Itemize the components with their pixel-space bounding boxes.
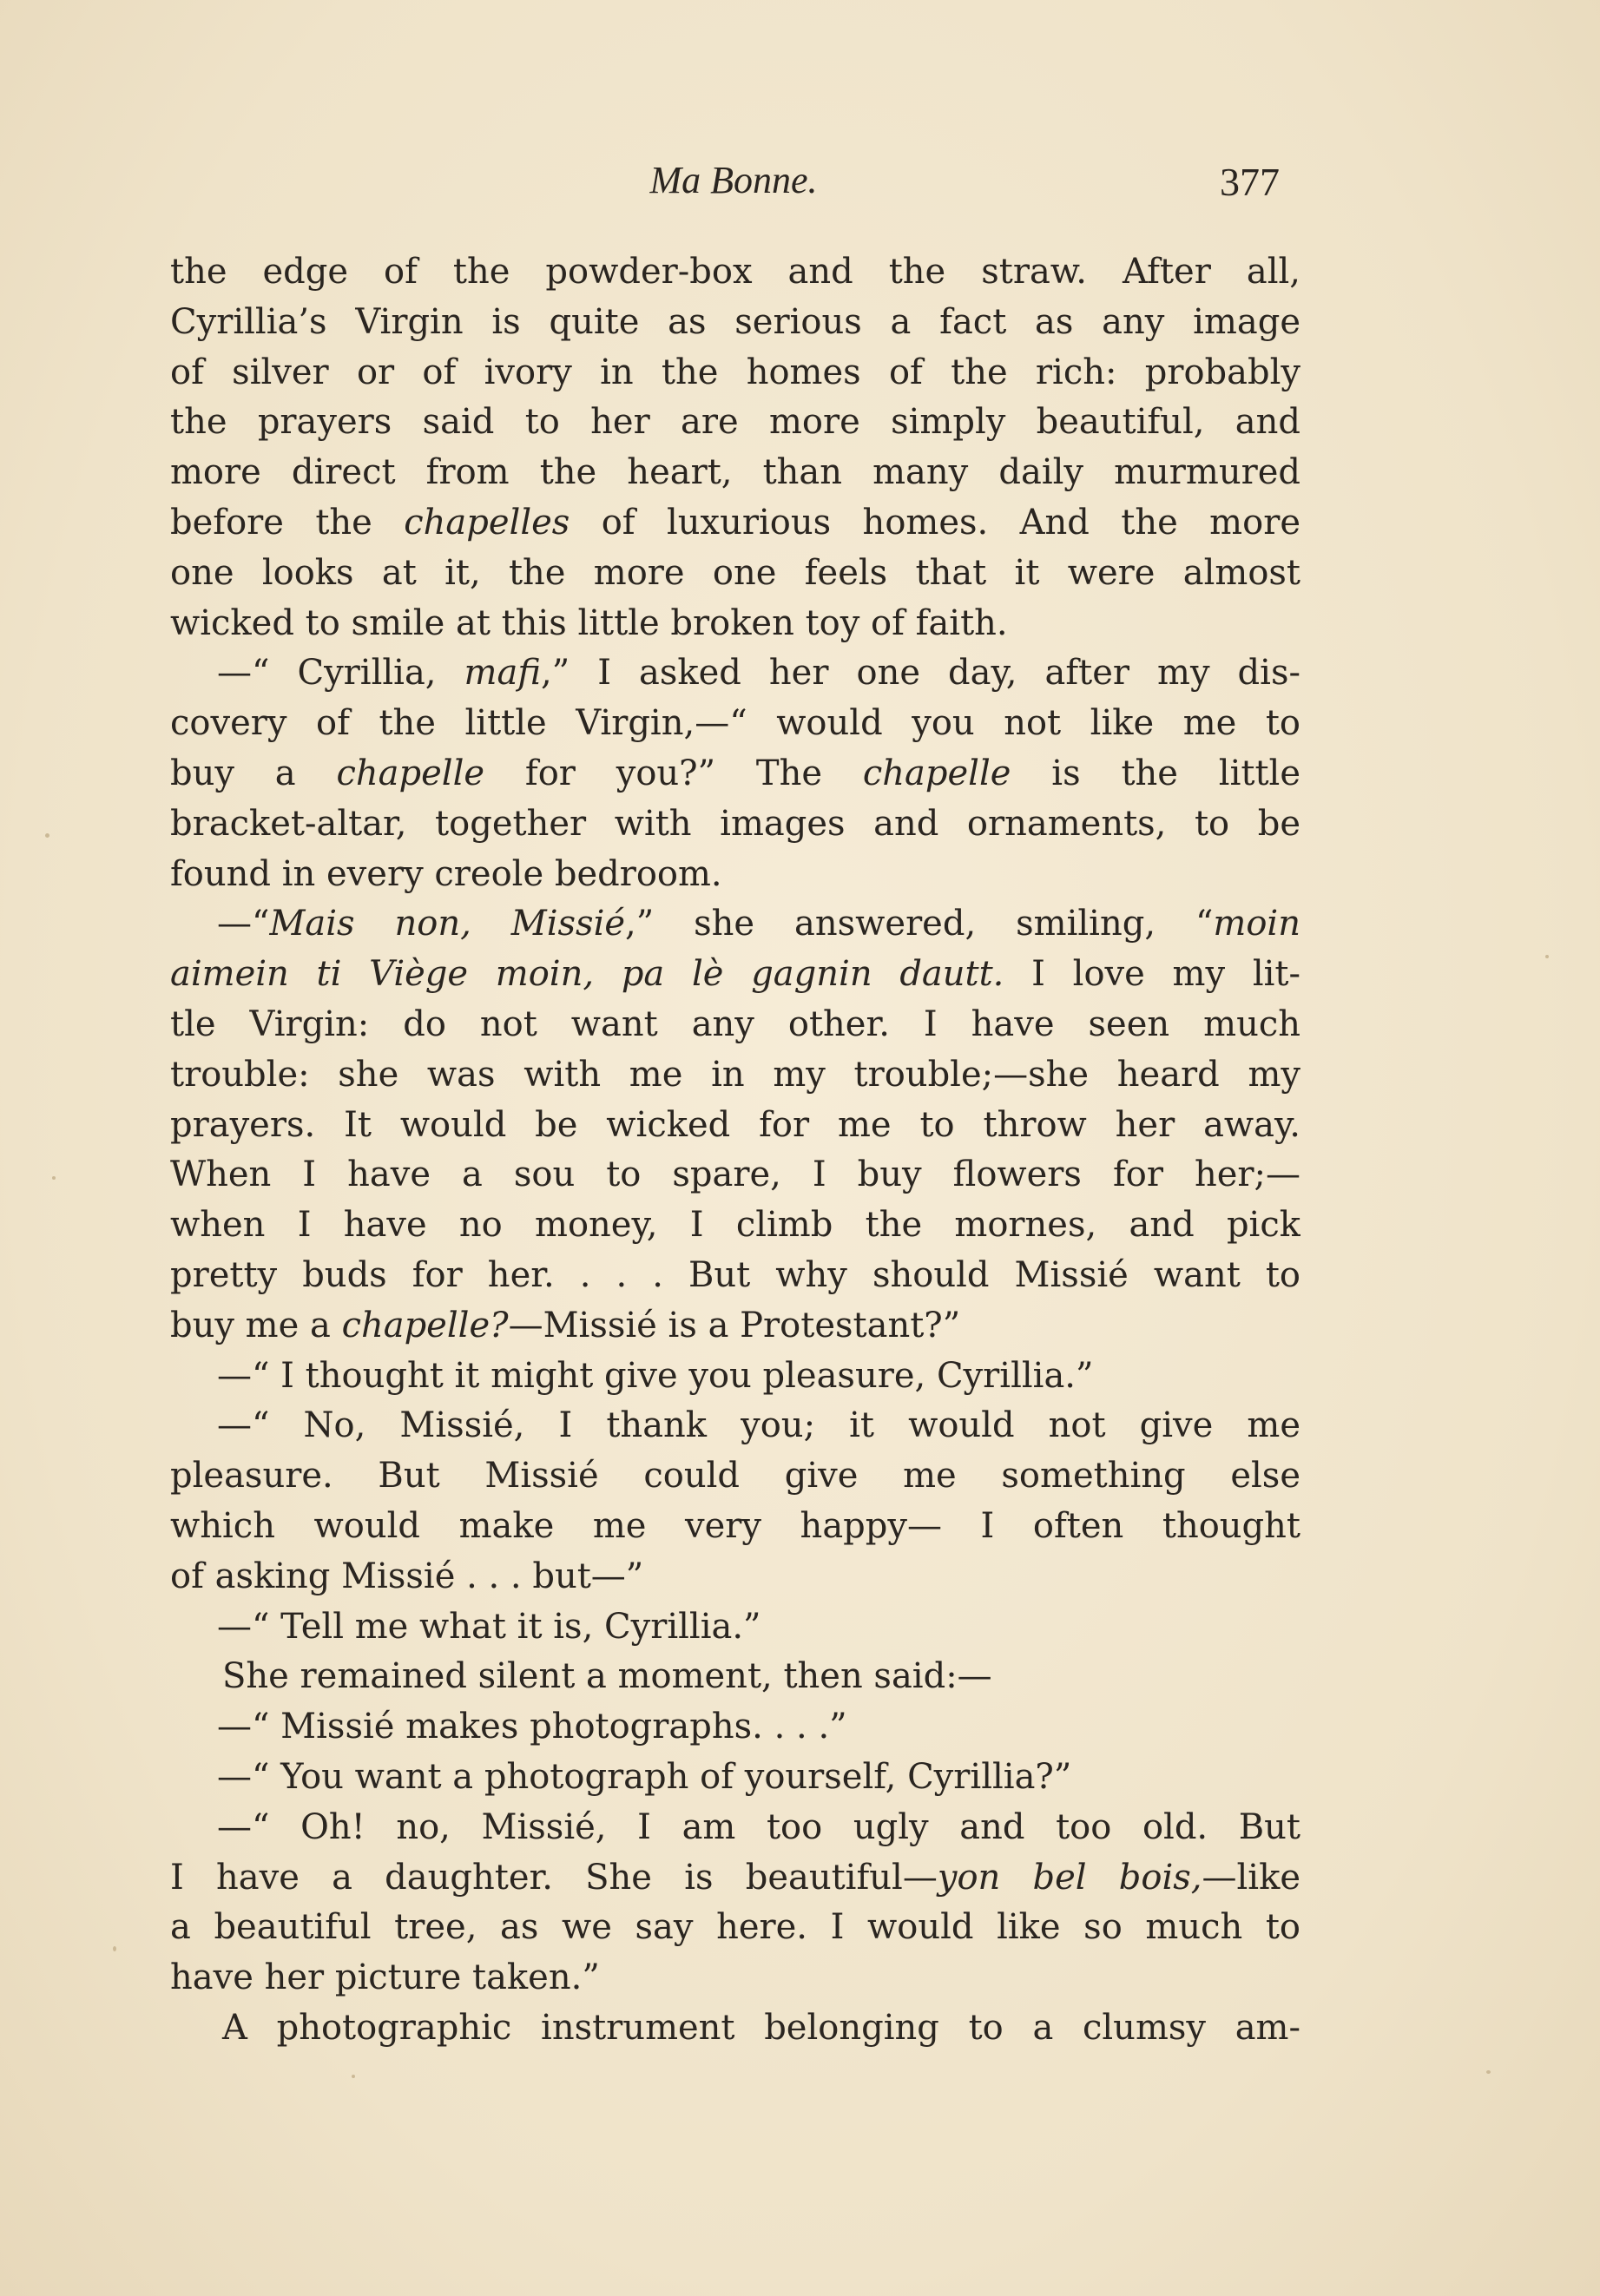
text-line: found in every creole bedroom. <box>170 853 722 894</box>
text-line: have her picture taken.” <box>170 1957 600 1998</box>
text-line: of silver or of ivory in the homes of the rich: probably <box>170 352 1300 392</box>
text-line: when I have no money, I climb the mornes, and pick <box>170 1205 1300 1246</box>
paper-speck <box>45 833 49 838</box>
text-line: —“Mais non, Missié,” she answered, smiling, “moin <box>217 904 1300 944</box>
text-line: She remained silent a moment, then said:— <box>222 1656 992 1697</box>
text-line: —“ You want a photograph of yourself, Cyrillia?” <box>217 1756 1072 1797</box>
text-line: —“ Tell me what it is, Cyrillia.” <box>217 1606 761 1647</box>
running-title: Ma Bonne. <box>649 159 818 201</box>
text-line: bracket-altar, together with images and ornaments, to be <box>170 803 1300 844</box>
text-line: When I have a sou to spare, I buy flowers for her;— <box>170 1155 1300 1195</box>
paper-speck <box>1486 2070 1491 2074</box>
paper-speck <box>1545 955 1549 958</box>
text-line: more direct from the heart, than many daily murmured <box>170 452 1300 493</box>
paper-speck <box>352 2075 355 2078</box>
text-line: before the chapelles of luxurious homes. And the more <box>170 502 1300 543</box>
body-text <box>170 247 1300 2054</box>
text-line: buy a chapelle for you?” The chapelle is the little <box>170 753 1300 793</box>
text-line: —“ Missié makes photographs. . . .” <box>217 1707 847 1747</box>
text-line: which would make me very happy— I often thought <box>170 1505 1300 1546</box>
text-line: buy me a chapelle?—Missié is a Protestant?” <box>170 1305 961 1345</box>
text-line: one looks at it, the more one feels that it were almost <box>170 552 1300 593</box>
text-line: —“ Cyrillia, mafi,” I asked her one day, after my dis- <box>217 653 1300 694</box>
text-line: a beautiful tree, as we say here. I would like so much to <box>170 1907 1300 1948</box>
running-head <box>0 156 1600 226</box>
text-line: the edge of the powder-box and the straw. After all, <box>170 252 1300 292</box>
text-line: wicked to smile at this little broken toy of faith. <box>170 602 1008 643</box>
text-line: trouble: she was with me in my trouble;—she heard my <box>170 1054 1300 1095</box>
text-line: the prayers said to her are more simply beautiful, and <box>170 402 1300 443</box>
paper-speck <box>52 1176 56 1180</box>
text-line: —“ I thought it might give you pleasure, Cyrillia.” <box>217 1355 1094 1396</box>
page-number: 377 <box>1220 160 1280 204</box>
text-line: Cyrillia’s Virgin is quite as serious a fact as any image <box>170 301 1300 342</box>
text-line: tle Virgin: do not want any other. I have seen much <box>170 1003 1300 1044</box>
text-line: —“ No, Missié, I thank you; it would not give me <box>217 1405 1300 1446</box>
text-line: A photographic instrument belonging to a clumsy am- <box>222 2007 1300 2048</box>
text-line: prayers. It would be wicked for me to throw her away. <box>170 1104 1300 1145</box>
text-line: I have a daughter. She is beautiful—yon bel bois,—like <box>170 1857 1300 1898</box>
text-line: pretty buds for her. . . . But why should Missié want to <box>170 1254 1300 1295</box>
text-line: pleasure. But Missié could give me something else <box>170 1456 1300 1497</box>
paper-speck <box>113 1946 116 1951</box>
text-line: aimein ti Viège moin, pa lè gagnin dautt. I love my lit- <box>170 954 1300 995</box>
text-line: covery of the little Virgin,—“ would you not like me to <box>170 703 1300 744</box>
text-line: of asking Missié . . . but—” <box>170 1556 644 1596</box>
text-line: —“ Oh! no, Missié, I am too ugly and too old. But <box>217 1806 1300 1847</box>
